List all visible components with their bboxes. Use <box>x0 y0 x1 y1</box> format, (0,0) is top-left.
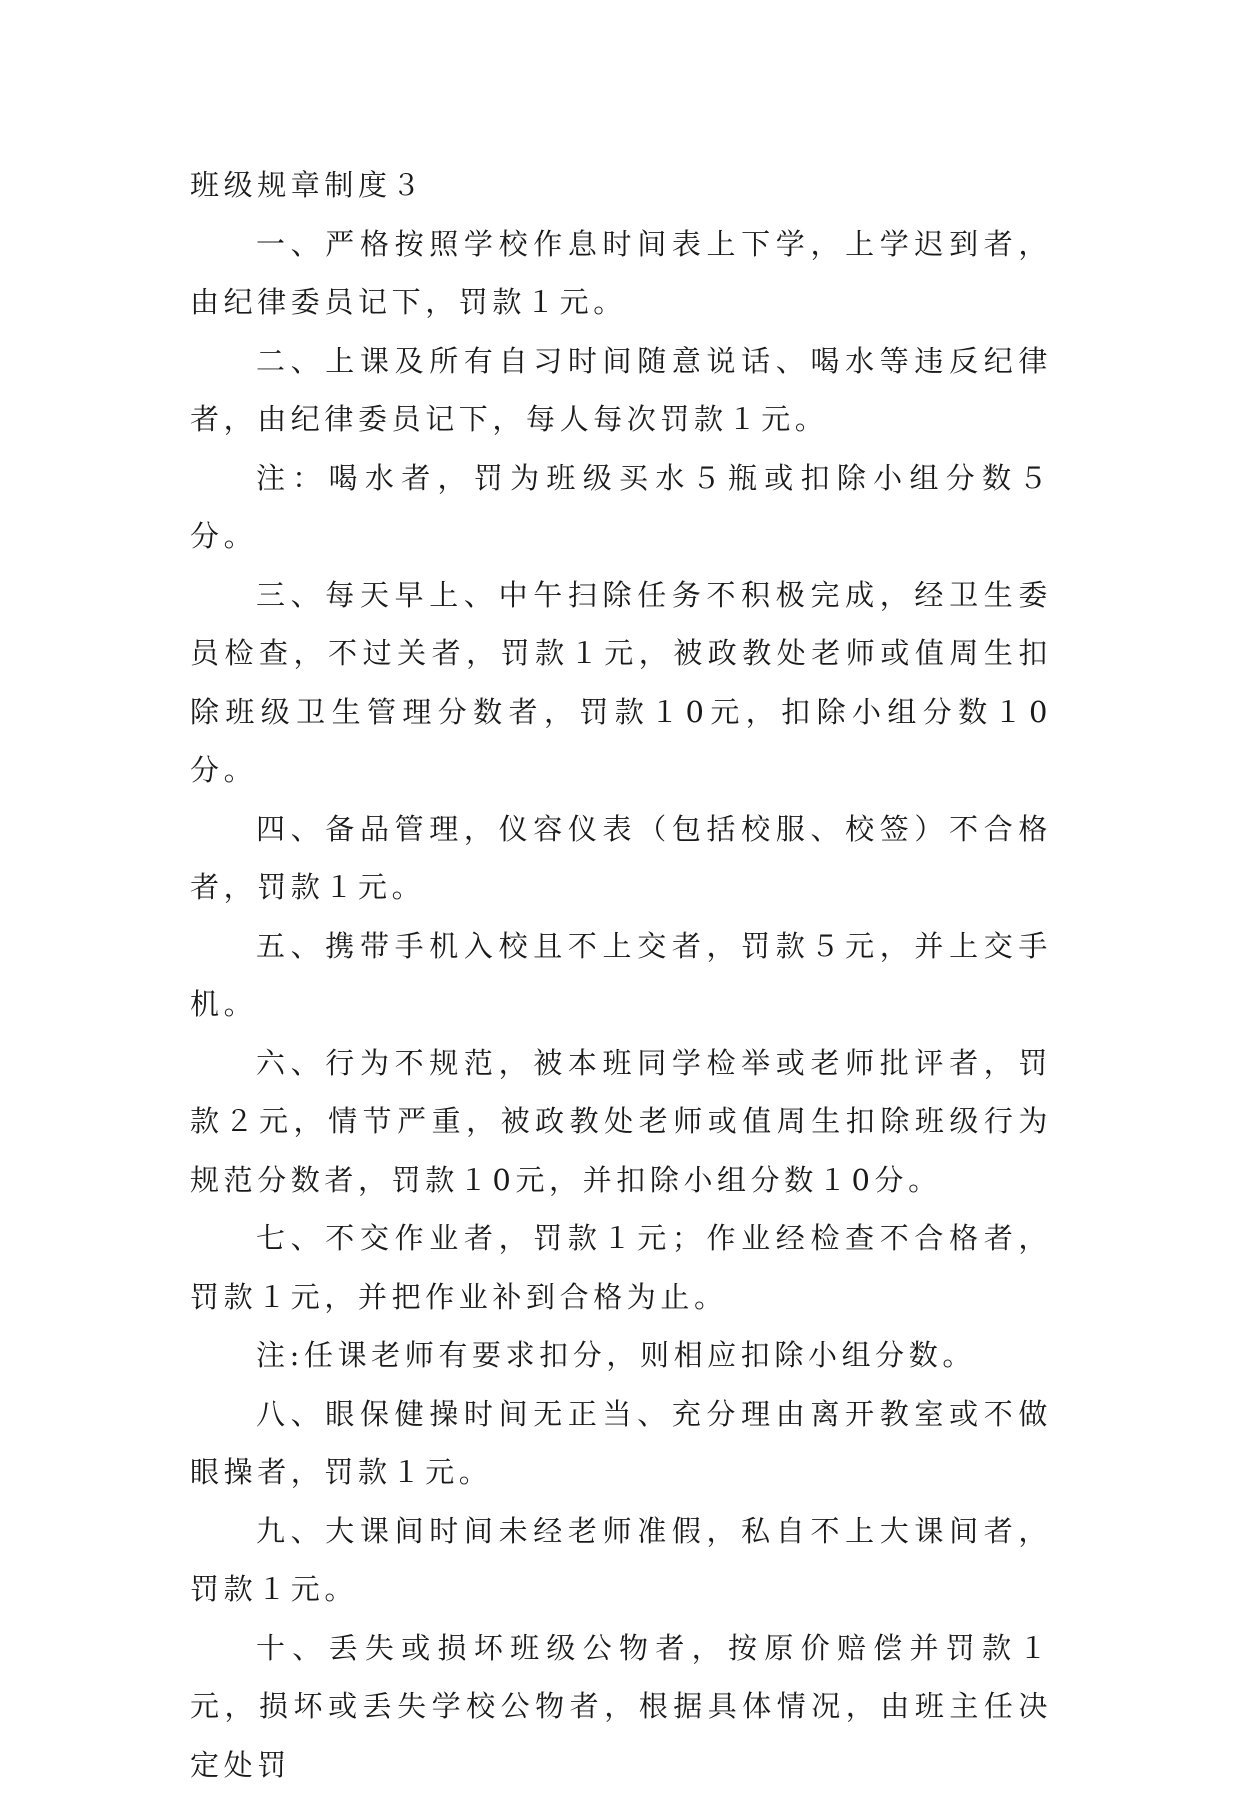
note-paragraph: 注：喝水者，罚为班级买水５瓶或扣除小组分数５分。 <box>190 449 1052 566</box>
document-body <box>190 156 1052 1794</box>
rule-paragraph: 十、丢失或损坏班级公物者，按原价赔偿并罚款１元，损坏或丢失学校公物者，根据具体情况，由班主任决定处罚 <box>190 1619 1052 1794</box>
rule-paragraph: 二、上课及所有自习时间随意说话、喝水等违反纪律者，由纪律委员记下，每人每次罚款１元。 <box>190 332 1052 449</box>
rule-paragraph: 四、备品管理，仪容仪表（包括校服、校签）不合格者，罚款１元。 <box>190 800 1052 917</box>
rule-paragraph: 六、行为不规范，被本班同学检举或老师批评者，罚款２元，情节严重，被政教处老师或值周生扣除班级行为规范分数者，罚款１0元，并扣除小组分数１0分。 <box>190 1034 1052 1210</box>
note-paragraph: 注:任课老师有要求扣分，则相应扣除小组分数。 <box>190 1326 1052 1385</box>
document-title: 班级规章制度３ <box>190 156 1052 215</box>
rule-paragraph: 九、大课间时间未经老师准假，私自不上大课间者，罚款１元。 <box>190 1502 1052 1619</box>
rule-paragraph: 五、携带手机入校且不上交者，罚款５元，并上交手机。 <box>190 917 1052 1034</box>
rule-paragraph: 三、每天早上、中午扫除任务不积极完成，经卫生委员检查，不过关者，罚款１元，被政教处老师或值周生扣除班级卫生管理分数者，罚款１0元，扣除小组分数１0分。 <box>190 566 1052 800</box>
rule-paragraph: 一、严格按照学校作息时间表上下学，上学迟到者，由纪律委员记下，罚款１元。 <box>190 215 1052 332</box>
rule-paragraph: 七、不交作业者，罚款１元；作业经检查不合格者，罚款１元，并把作业补到合格为止。 <box>190 1209 1052 1326</box>
rule-paragraph: 八、眼保健操时间无正当、充分理由离开教室或不做眼操者，罚款１元。 <box>190 1385 1052 1502</box>
